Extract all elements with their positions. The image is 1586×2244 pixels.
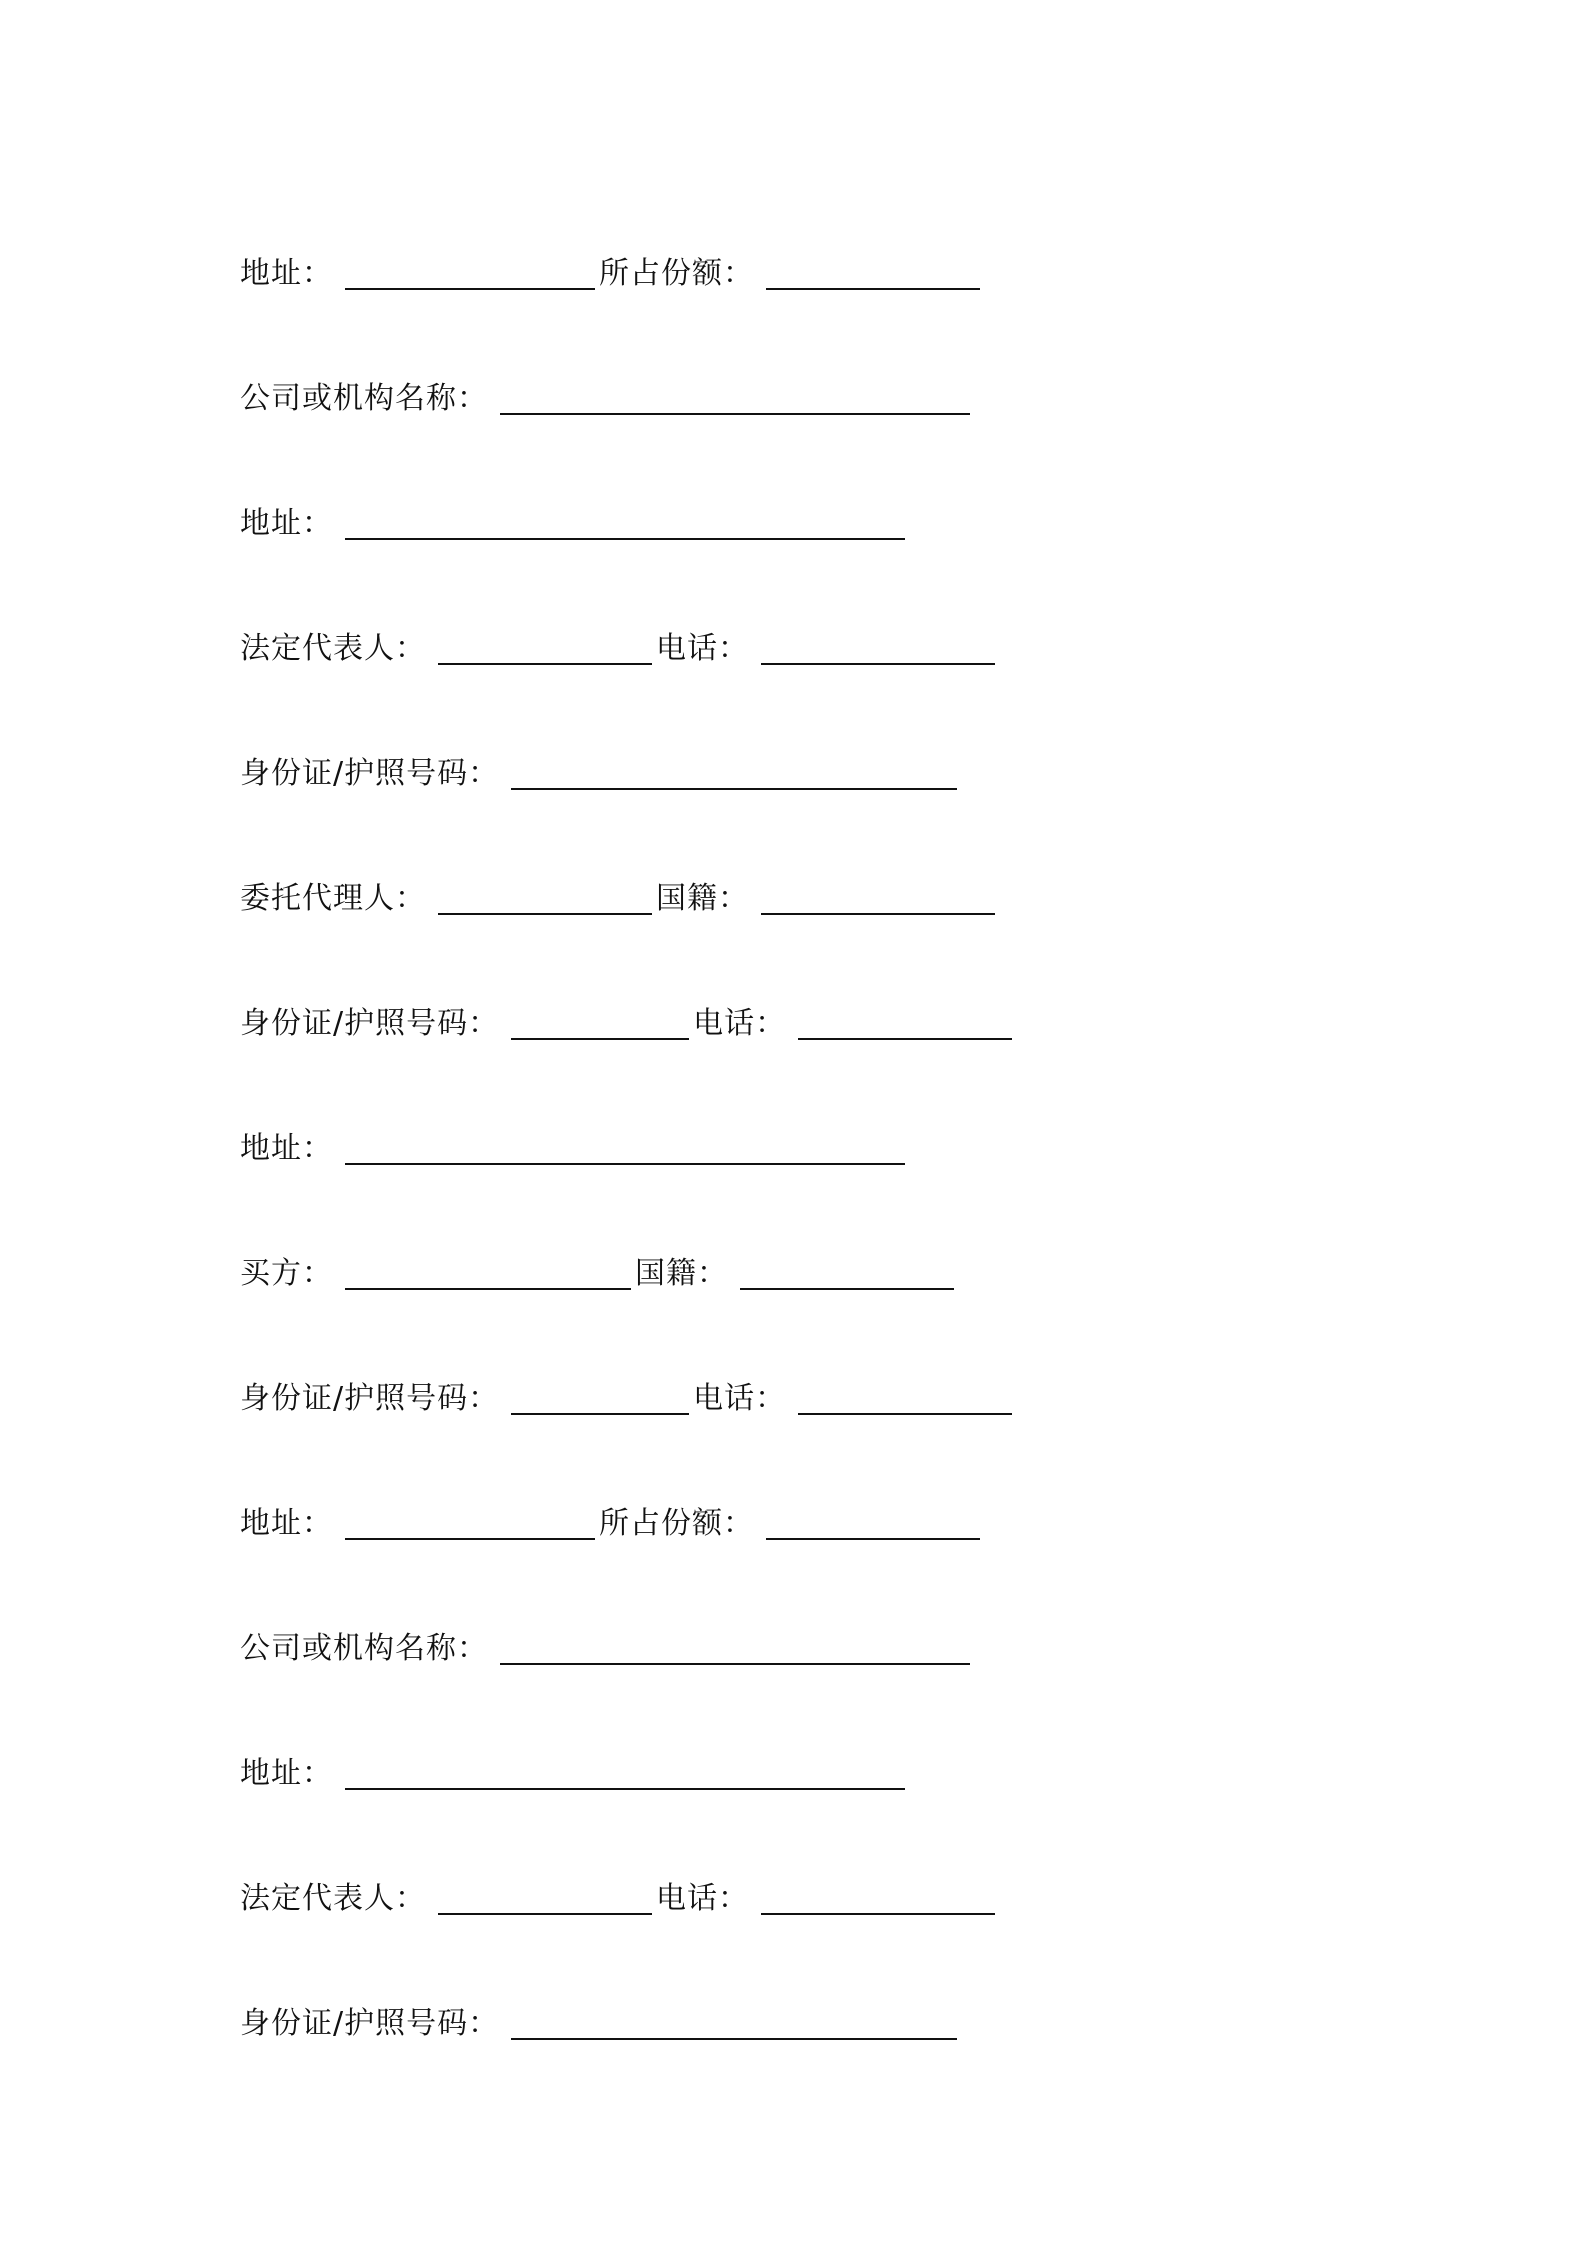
form-line (240, 502, 909, 546)
form-line (240, 877, 999, 921)
company-name-blank[interactable] (500, 1633, 970, 1665)
address-label: 地址： (240, 506, 333, 541)
address-blank[interactable] (345, 1758, 905, 1790)
address-blank[interactable] (345, 1133, 905, 1165)
form-line (240, 1252, 958, 1296)
form-line (240, 627, 999, 671)
company-name-label: 公司或机构名称： (240, 1631, 488, 1666)
phone-blank[interactable] (761, 633, 995, 665)
buyer-blank[interactable] (345, 1258, 631, 1290)
phone-blank[interactable] (798, 1383, 1012, 1415)
form-line (240, 377, 974, 421)
nationality-label: 国籍： (656, 881, 749, 916)
form-line (240, 1377, 1016, 1421)
phone-label: 电话： (656, 631, 749, 666)
phone-label: 电话： (693, 1381, 787, 1416)
address-label: 地址： (240, 1131, 333, 1166)
form-line (240, 1752, 909, 1796)
legal-rep-blank[interactable] (438, 1883, 652, 1915)
form-line (240, 2002, 961, 2046)
agent-blank[interactable] (438, 883, 652, 915)
legal-rep-blank[interactable] (438, 633, 652, 665)
address-blank[interactable] (345, 508, 905, 540)
nationality-label: 国籍： (635, 1256, 728, 1291)
id-passport-blank[interactable] (511, 2008, 957, 2040)
id-passport-label: 身份证/护照号码： (240, 1381, 500, 1416)
id-passport-blank[interactable] (511, 758, 957, 790)
form-line (240, 1127, 909, 1171)
share-blank[interactable] (766, 258, 980, 290)
address-blank[interactable] (345, 1508, 595, 1540)
nationality-blank[interactable] (740, 1258, 954, 1290)
form-line (240, 1002, 1016, 1046)
legal-rep-label: 法定代表人： (240, 631, 426, 666)
company-name-blank[interactable] (500, 383, 970, 415)
form-line (240, 1627, 974, 1671)
company-name-label: 公司或机构名称： (240, 381, 488, 416)
share-label: 所占份额： (599, 1506, 754, 1541)
form-line (240, 752, 961, 796)
share-blank[interactable] (766, 1508, 980, 1540)
address-label: 地址： (240, 1506, 333, 1541)
agent-label: 委托代理人： (240, 881, 426, 916)
address-label: 地址： (240, 256, 333, 291)
id-passport-blank[interactable] (511, 1008, 689, 1040)
form-line (240, 1502, 984, 1546)
share-label: 所占份额： (599, 256, 754, 291)
form-line (240, 1877, 999, 1921)
id-passport-label: 身份证/护照号码： (240, 1006, 500, 1041)
address-blank[interactable] (345, 258, 595, 290)
buyer-label: 买方： (240, 1256, 333, 1291)
id-passport-label: 身份证/护照号码： (240, 2006, 500, 2041)
legal-rep-label: 法定代表人： (240, 1881, 426, 1916)
phone-blank[interactable] (761, 1883, 995, 1915)
id-passport-label: 身份证/护照号码： (240, 756, 500, 791)
phone-label: 电话： (656, 1881, 749, 1916)
nationality-blank[interactable] (761, 883, 995, 915)
phone-blank[interactable] (798, 1008, 1012, 1040)
form-line (240, 252, 984, 296)
id-passport-blank[interactable] (511, 1383, 689, 1415)
phone-label: 电话： (693, 1006, 787, 1041)
address-label: 地址： (240, 1756, 333, 1791)
